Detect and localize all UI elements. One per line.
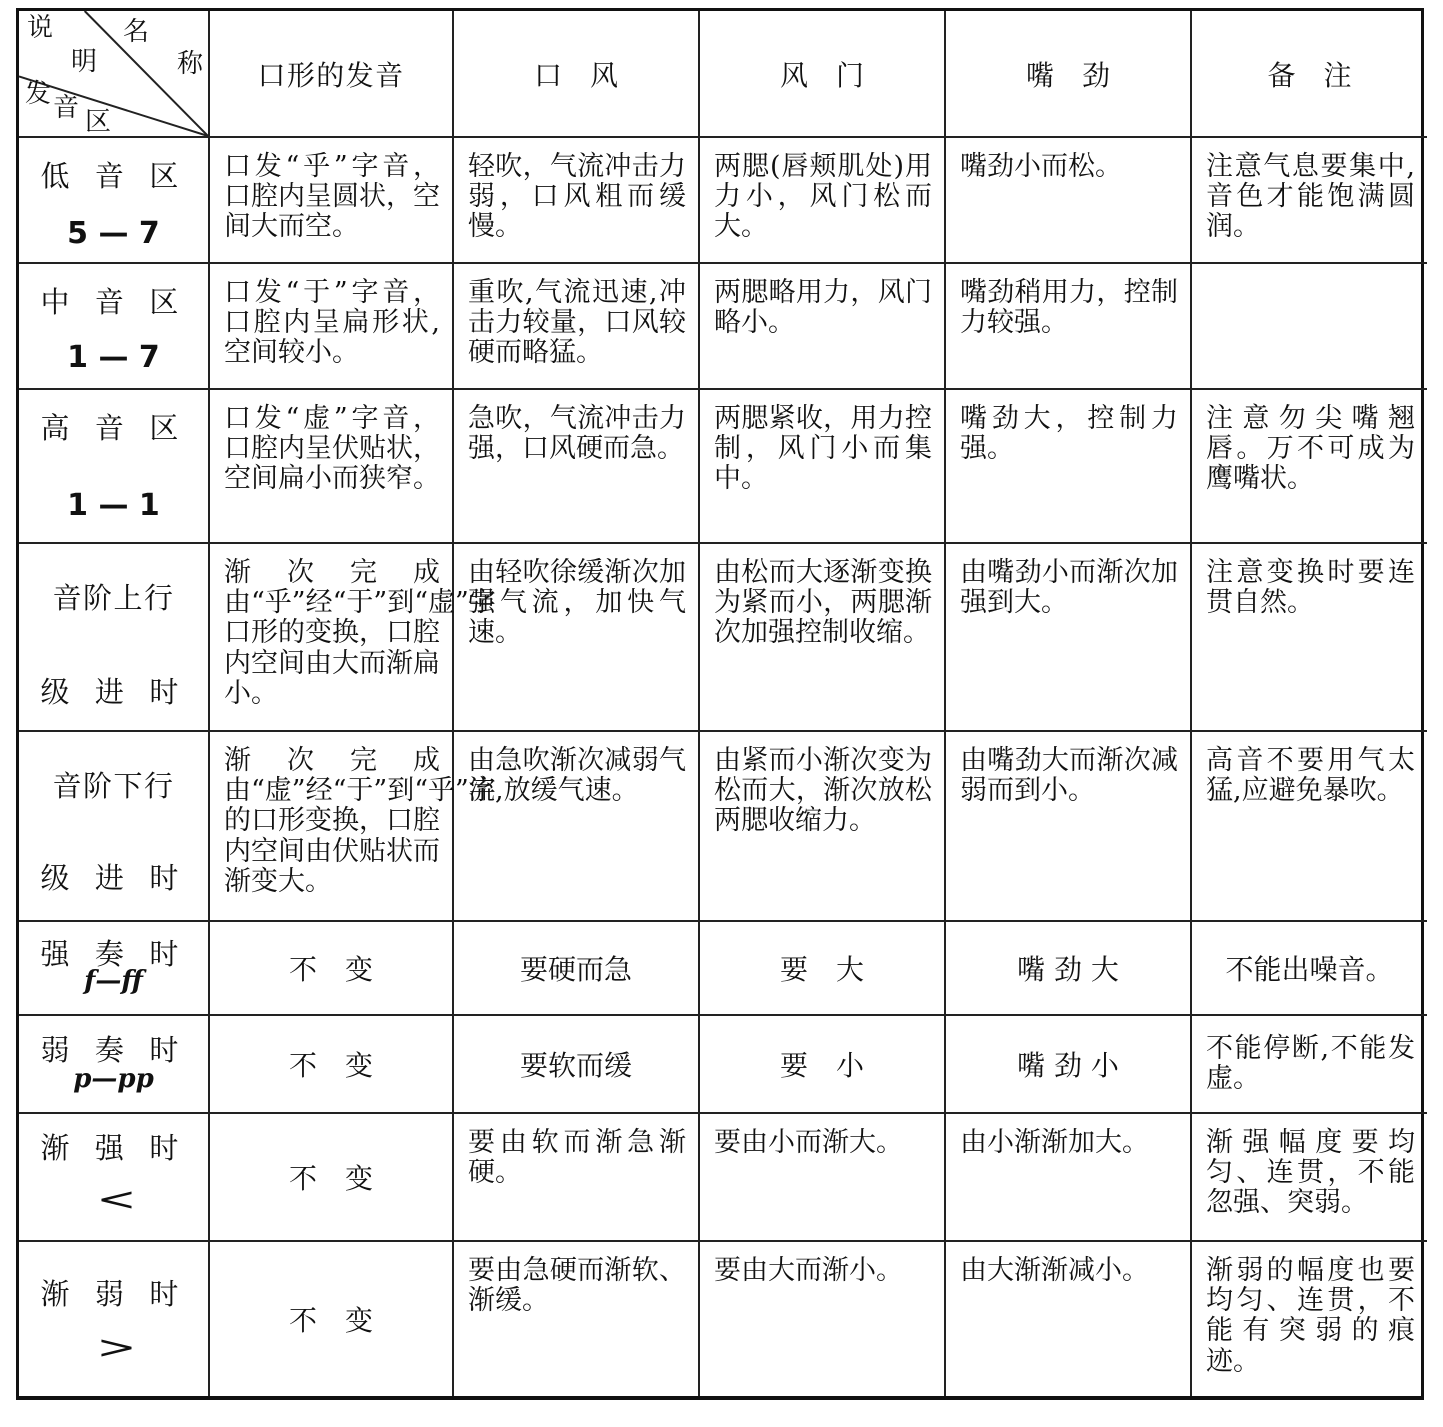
row-label-descending: 音阶下行 级 进 时	[19, 731, 209, 921]
cell-mouth-shape: 口发“乎”字音，口腔内呈圆状，空间大而空。	[209, 137, 453, 263]
corner-text-yin: 音	[53, 93, 80, 123]
table-row	[19, 1015, 1427, 1113]
col-header-mouth-shape: 口形的发音	[209, 11, 453, 137]
row-label-forte: 强 奏 时 f—ff	[19, 921, 209, 1015]
table-row	[19, 263, 1427, 389]
cell-zui-jin: 嘴劲大，控制力强。	[945, 389, 1191, 543]
row-label-mid: 中 音 区 1 — 7	[19, 263, 209, 389]
cell-zui-jin: 由小渐渐加大。	[945, 1113, 1191, 1241]
row-label-crescendo: 渐 强 时 <	[19, 1113, 209, 1241]
cell-zui-jin: 嘴 劲 大	[945, 921, 1191, 1015]
cell-remarks: 渐弱的幅度也要均匀、连贯，不能有突弱的痕迹。	[1191, 1241, 1427, 1396]
cell-mouth-shape: 口发“虚”字音，口腔内呈伏贴状，空间扁小而狭窄。	[209, 389, 453, 543]
cell-kou-feng: 由轻吹徐缓渐次加强气流，加快气速。	[453, 543, 699, 731]
row-label-piano: 弱 奏 时 p—pp	[19, 1015, 209, 1113]
cell-kou-feng: 要由软而渐急渐硬。	[453, 1113, 699, 1241]
cell-feng-men: 两腮(唇颊肌处)用力小，风门松而大。	[699, 137, 945, 263]
cell-kou-feng: 要硬而急	[453, 921, 699, 1015]
cell-zui-jin: 嘴劲小而松。	[945, 137, 1191, 263]
cell-mouth-shape: 不 变	[209, 1241, 453, 1396]
col-header-kou-feng: 口 风	[453, 11, 699, 137]
cell-remarks: 注意气息要集中,音色才能饱满圆润。	[1191, 137, 1427, 263]
cell-mouth-shape: 不 变	[209, 921, 453, 1015]
header-row	[19, 11, 1427, 137]
cell-feng-men: 由松而大逐渐变换为紧而小，两腮渐次加强控制收缩。	[699, 543, 945, 731]
table-row	[19, 389, 1427, 543]
corner-text-fa: 发	[25, 79, 52, 109]
cell-remarks: 不能停断,不能发虚。	[1191, 1015, 1427, 1113]
col-header-remarks: 备 注	[1191, 11, 1427, 137]
cell-kou-feng: 由急吹渐次减弱气流,放缓气速。	[453, 731, 699, 921]
col-header-zui-jin: 嘴 劲	[945, 11, 1191, 137]
cell-mouth-shape: 不 变	[209, 1015, 453, 1113]
row-label-low: 低 音 区 5 — 7	[19, 137, 209, 263]
cell-remarks: 注意变换时要连贯自然。	[1191, 543, 1427, 731]
cell-zui-jin: 由嘴劲小而渐次加强到大。	[945, 543, 1191, 731]
cell-feng-men: 要 大	[699, 921, 945, 1015]
cell-remarks	[1191, 263, 1427, 389]
cell-kou-feng: 急吹，气流冲击力强，口风硬而急。	[453, 389, 699, 543]
cell-zui-jin: 嘴 劲 小	[945, 1015, 1191, 1113]
cell-zui-jin: 由嘴劲大而渐次减弱而到小。	[945, 731, 1191, 921]
cell-mouth-shape: 口发“于”字音，口腔内呈扁形状,空间较小。	[209, 263, 453, 389]
cell-zui-jin: 由大渐渐减小。	[945, 1241, 1191, 1396]
row-label-high: 高 音 区 1 — 1	[19, 389, 209, 543]
cell-remarks: 高音不要用气太猛,应避免暴吹。	[1191, 731, 1427, 921]
row-label-ascending: 音阶上行 级 进 时	[19, 543, 209, 731]
technique-table-frame	[16, 8, 1424, 1400]
cell-zui-jin: 嘴劲稍用力，控制力较强。	[945, 263, 1191, 389]
cell-mouth-shape: 渐次完成由“虚”经“于”到“乎”字的口形变换，口腔内空间由伏贴状而渐变大。	[209, 731, 453, 921]
table-row	[19, 731, 1427, 921]
cell-kou-feng: 重吹,气流迅速,冲击力较量，口风较硬而略猛。	[453, 263, 699, 389]
corner-header-cell	[19, 11, 209, 137]
corner-text-ming: 明	[71, 47, 98, 77]
corner-text-shuo: 说	[27, 13, 54, 43]
cell-feng-men: 要由大而渐小。	[699, 1241, 945, 1396]
cell-kou-feng: 轻吹，气流冲击力弱，口风粗而缓慢。	[453, 137, 699, 263]
table-row	[19, 1241, 1427, 1396]
cell-feng-men: 两腮紧收，用力控制，风门小而集中。	[699, 389, 945, 543]
cell-mouth-shape: 渐次完成由“乎”经“于”到“虚”字口形的变换，口腔内空间由大而渐扁小。	[209, 543, 453, 731]
cell-feng-men: 要由小而渐大。	[699, 1113, 945, 1241]
breath-technique-table	[19, 11, 1427, 1396]
table-row	[19, 1113, 1427, 1241]
cell-feng-men: 由紧而小渐次变为松而大，渐次放松两腮收缩力。	[699, 731, 945, 921]
col-header-feng-men: 风 门	[699, 11, 945, 137]
cell-kou-feng: 要由急硬而渐软、渐缓。	[453, 1241, 699, 1396]
corner-text-cheng: 称	[177, 49, 204, 79]
table-row	[19, 921, 1427, 1015]
cell-remarks: 渐强幅度要均匀、连贯，不能忽强、突弱。	[1191, 1113, 1427, 1241]
cell-mouth-shape: 不 变	[209, 1113, 453, 1241]
cell-feng-men: 要 小	[699, 1015, 945, 1113]
table-row	[19, 137, 1427, 263]
cell-remarks: 不能出噪音。	[1191, 921, 1427, 1015]
corner-text-qu: 区	[85, 107, 112, 137]
cell-feng-men: 两腮略用力，风门略小。	[699, 263, 945, 389]
table-row	[19, 543, 1427, 731]
corner-text-ming-name: 名	[123, 17, 150, 47]
cell-kou-feng: 要软而缓	[453, 1015, 699, 1113]
cell-remarks: 注意勿尖嘴翘唇。万不可成为鹰嘴状。	[1191, 389, 1427, 543]
row-label-decrescendo: 渐 弱 时 >	[19, 1241, 209, 1396]
